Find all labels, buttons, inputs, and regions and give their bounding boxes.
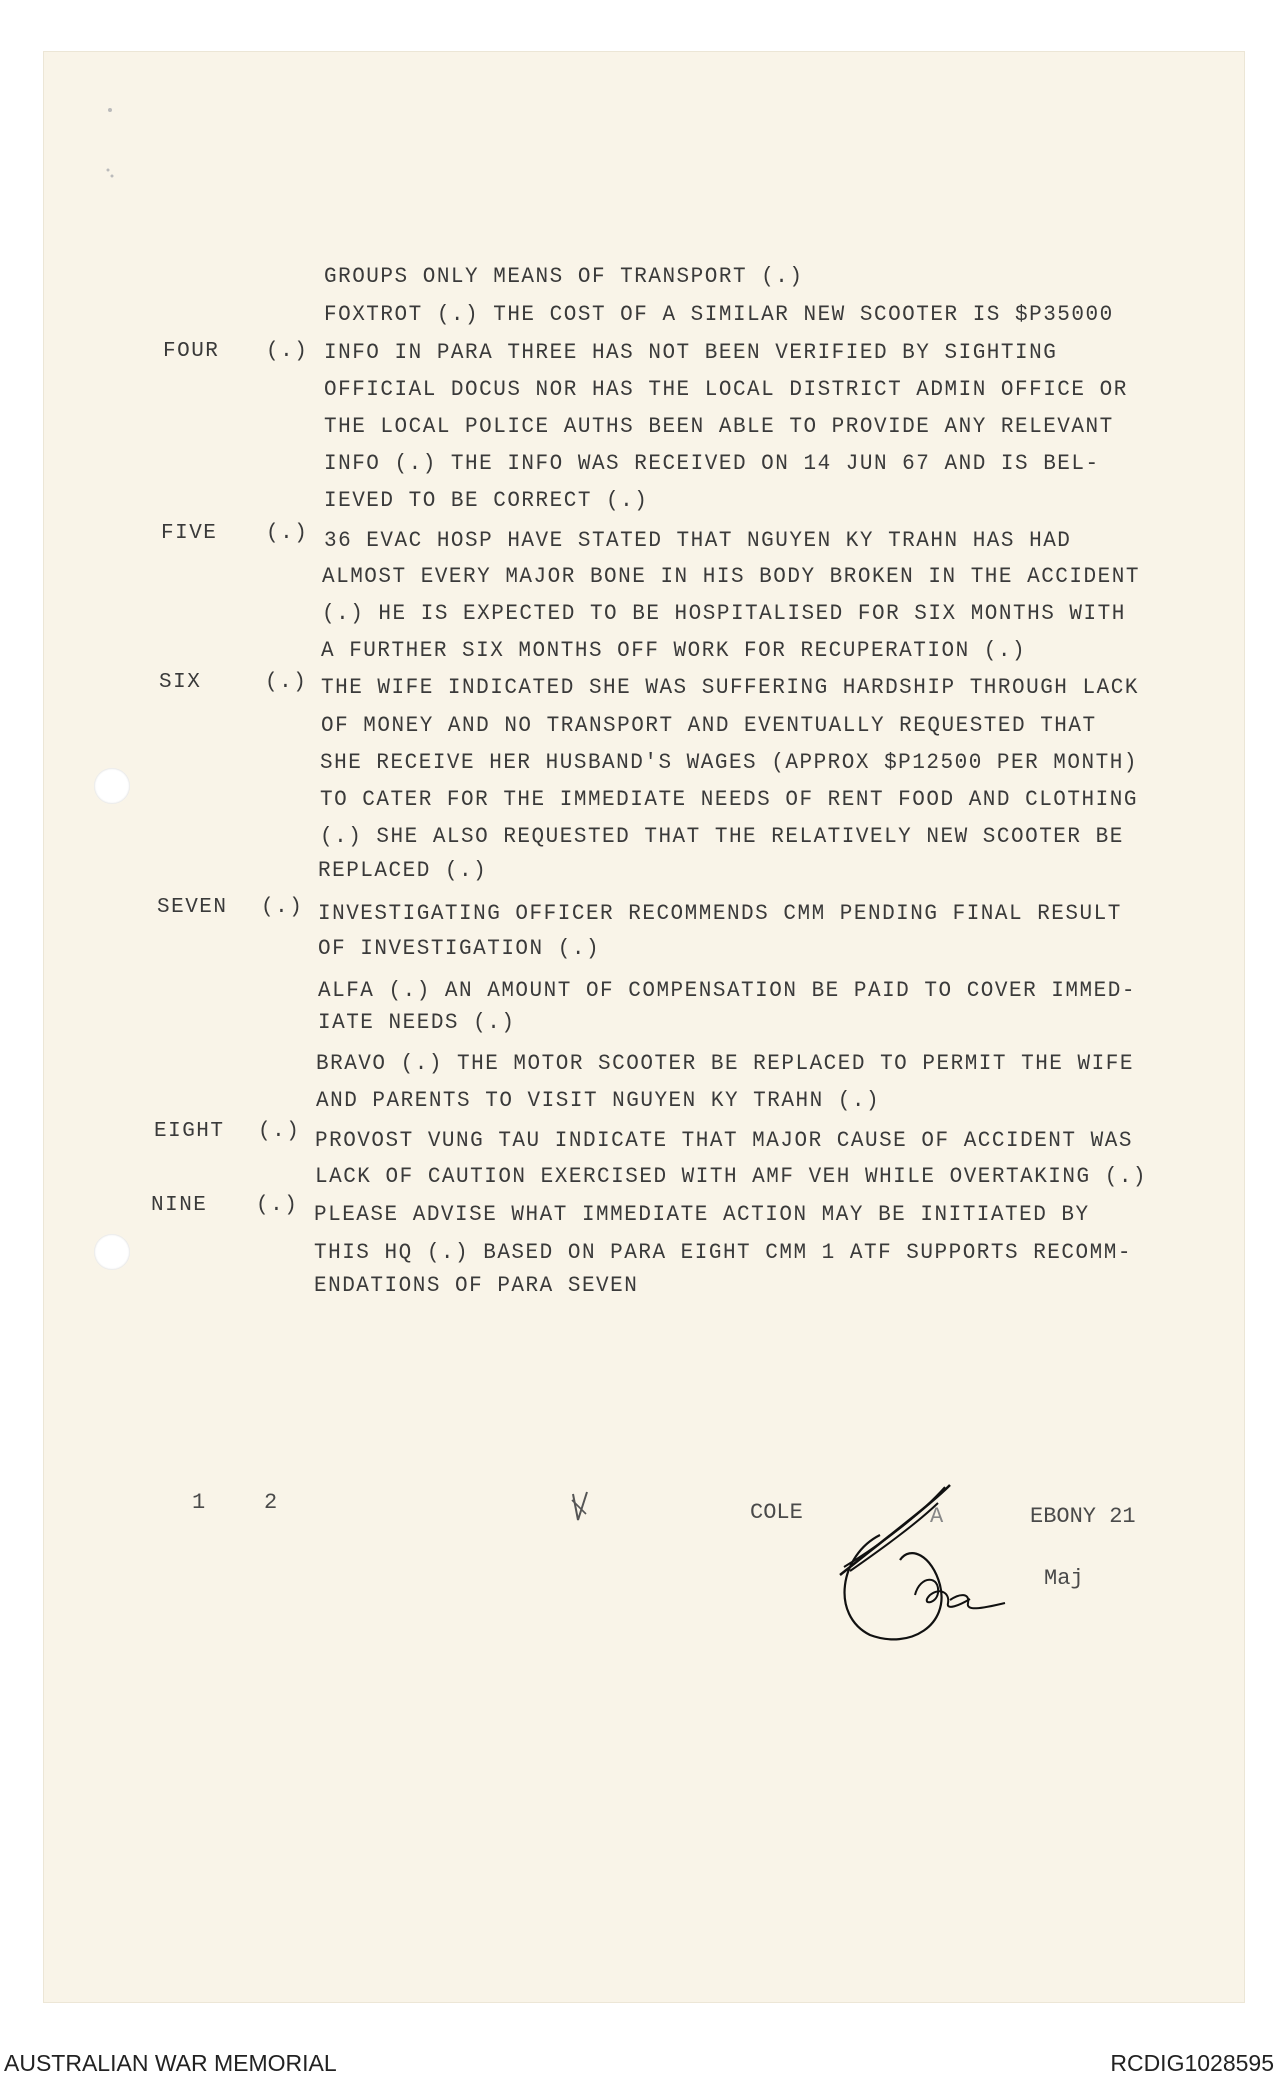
- paragraph-number-five: FIVE: [161, 522, 218, 545]
- text-line: THE WIFE INDICATED SHE WAS SUFFERING HARDSHIP THROUGH LACK: [321, 676, 1139, 701]
- paragraph-separator: (.): [265, 671, 308, 694]
- footer-col-2: 2: [264, 1490, 278, 1515]
- rank: Maj: [1044, 1566, 1084, 1591]
- text-line: PLEASE ADVISE WHAT IMMEDIATE ACTION MAY BE INITIATED BY: [314, 1203, 1090, 1228]
- paragraph-number-four: FOUR: [163, 340, 220, 363]
- text-line: THE LOCAL POLICE AUTHS BEEN ABLE TO PROVIDE ANY RELEVANT: [324, 415, 1114, 440]
- text-line: LACK OF CAUTION EXERCISED WITH AMF VEH WHILE OVERTAKING (.): [315, 1165, 1148, 1190]
- paragraph-separator: (.): [266, 522, 309, 545]
- caption-left: AUSTRALIAN WAR MEMORIAL: [4, 2050, 337, 2076]
- text-line: FOXTROT (.) THE COST OF A SIMILAR NEW SCOOTER IS $P35000: [324, 303, 1114, 328]
- text-line: GROUPS ONLY MEANS OF TRANSPORT (.): [324, 265, 804, 290]
- text-line: PROVOST VUNG TAU INDICATE THAT MAJOR CAUSE OF ACCIDENT WAS: [315, 1129, 1133, 1154]
- text-line: 36 EVAC HOSP HAVE STATED THAT NGUYEN KY TRAHN HAS HAD: [324, 529, 1072, 554]
- text-line: INFO (.) THE INFO WAS RECEIVED ON 14 JUN 67 AND IS BEL-: [324, 452, 1100, 477]
- paragraph-separator: (.): [256, 1194, 299, 1217]
- text-line: INVESTIGATING OFFICER RECOMMENDS CMM PENDING FINAL RESULT: [318, 902, 1122, 927]
- text-line: OF INVESTIGATION (.): [318, 937, 601, 962]
- text-line: A FURTHER SIX MONTHS OFF WORK FOR RECUPERATION (.): [321, 639, 1027, 664]
- text-line: (.) SHE ALSO REQUESTED THAT THE RELATIVELY NEW SCOOTER BE: [320, 825, 1124, 850]
- paragraph-number-seven: SEVEN: [157, 896, 228, 919]
- text-line: IATE NEEDS (.): [318, 1011, 516, 1036]
- text-line: ALMOST EVERY MAJOR BONE IN HIS BODY BROKEN IN THE ACCIDENT: [322, 565, 1140, 590]
- paragraph-separator: (.): [261, 896, 304, 919]
- text-line: TO CATER FOR THE IMMEDIATE NEEDS OF RENT FOOD AND CLOTHING: [320, 788, 1138, 813]
- punch-hole-bottom: [94, 1234, 130, 1270]
- paragraph-separator: (.): [258, 1120, 301, 1143]
- text-line: SHE RECEIVE HER HUSBAND'S WAGES (APPROX $P12500 PER MONTH): [320, 751, 1138, 776]
- punch-hole-top: [94, 768, 130, 804]
- text-line: OFFICIAL DOCUS NOR HAS THE LOCAL DISTRICT ADMIN OFFICE OR: [324, 378, 1128, 403]
- pencil-mark: [570, 1490, 590, 1524]
- caption-right: RCDIG1028595: [1110, 2050, 1274, 2076]
- text-line: (.) HE IS EXPECTED TO BE HOSPITALISED FOR SIX MONTHS WITH: [322, 602, 1126, 627]
- page-edge-marks: [44, 52, 174, 252]
- paragraph-number-eight: EIGHT: [154, 1120, 225, 1143]
- paragraph-number-six: SIX: [159, 671, 202, 694]
- paragraph-separator: (.): [266, 340, 309, 363]
- text-line: INFO IN PARA THREE HAS NOT BEEN VERIFIED BY SIGHTING: [324, 341, 1058, 366]
- text-line: AND PARENTS TO VISIT NGUYEN KY TRAHN (.): [316, 1089, 881, 1114]
- text-line: ALFA (.) AN AMOUNT OF COMPENSATION BE PAID TO COVER IMMED-: [318, 979, 1136, 1004]
- signature: [820, 1475, 1020, 1645]
- text-line: ENDATIONS OF PARA SEVEN: [314, 1274, 639, 1299]
- text-line: BRAVO (.) THE MOTOR SCOOTER BE REPLACED TO PERMIT THE WIFE: [316, 1052, 1134, 1077]
- text-line: THIS HQ (.) BASED ON PARA EIGHT CMM 1 ATF SUPPORTS RECOMM-: [314, 1241, 1132, 1266]
- footer-col-1: 1: [192, 1490, 206, 1515]
- paragraph-number-nine: NINE: [151, 1194, 208, 1217]
- text-line: IEVED TO BE CORRECT (.): [324, 489, 649, 514]
- callsign: EBONY 21: [1030, 1504, 1136, 1529]
- text-line: REPLACED (.): [318, 859, 488, 884]
- sender-initial: A: [930, 1504, 944, 1529]
- sender-name: COLE: [750, 1500, 803, 1525]
- text-line: OF MONEY AND NO TRANSPORT AND EVENTUALLY REQUESTED THAT: [321, 714, 1097, 739]
